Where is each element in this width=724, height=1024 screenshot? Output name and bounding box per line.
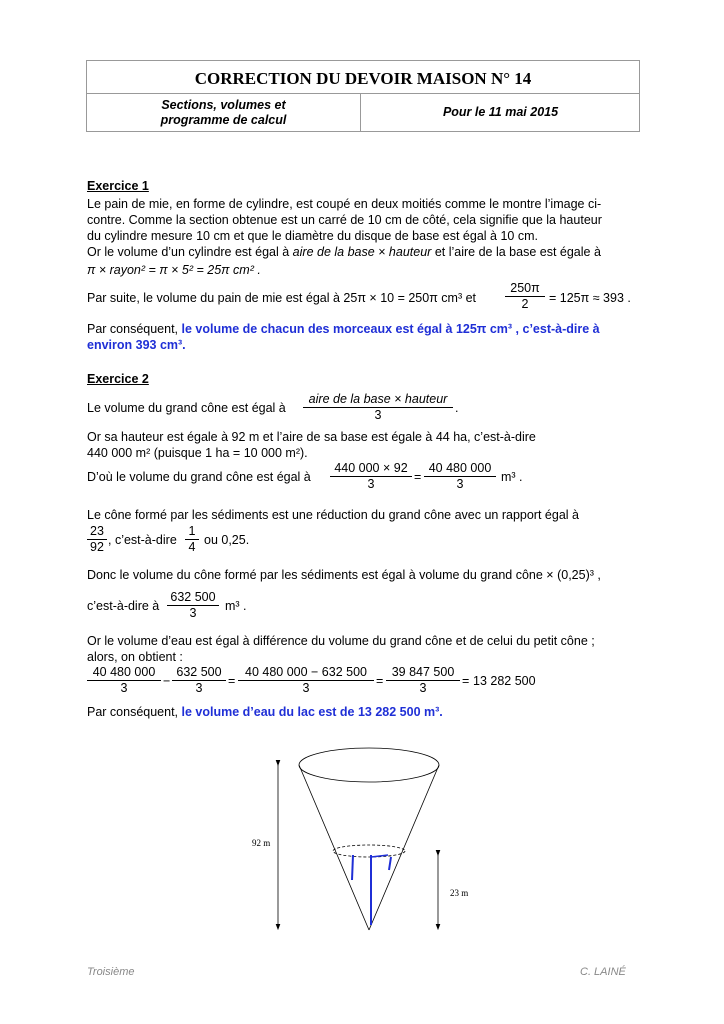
- cone-figure: [240, 735, 480, 945]
- ex2-big-volume-denominator-1: 3: [367, 477, 375, 491]
- ex2-quarter-denominator: 4: [188, 540, 196, 554]
- ex2-line-6b: ou 0,25.: [204, 533, 250, 547]
- ex2-small-cone-formula: volume du grand cône × (0,25)³ ,: [419, 568, 601, 582]
- ex2-calc-fraction-4: [386, 665, 460, 696]
- sediment-stroke-1: [352, 855, 353, 880]
- document-title: CORRECTION DU DEVOIR MAISON N° 14: [87, 61, 639, 94]
- ex1-line-6a: Par suite, le volume du pain de mie est égal à: [87, 291, 340, 305]
- ex2-big-volume-fraction-2: [424, 461, 496, 492]
- ex1-line-6: [87, 290, 476, 306]
- ex2-calc-result: 13 282 500: [473, 674, 536, 688]
- label-23m: 23 m: [450, 888, 469, 898]
- ex2-ratio-numerator: 23: [87, 524, 107, 540]
- ex2-ratio-denominator: 92: [90, 540, 104, 554]
- ex2-quarter-fraction: [185, 524, 199, 555]
- ex2-big-volume-numerator-1: 440 000 × 92: [330, 461, 412, 477]
- ex2-calc-fraction-2: [172, 665, 226, 696]
- ex2-calc-denominator-2: 3: [195, 681, 203, 695]
- ex2-calc-fraction-3: [238, 665, 374, 696]
- ex2-calc-numerator-4: 39 847 500: [386, 665, 460, 681]
- ex2-calc-numerator-2: 632 500: [172, 665, 226, 681]
- ex2-calc-fraction-1: [87, 665, 161, 696]
- ex2-line-9: Or le volume d’eau est égal à différence du volume du grand cône et de celui du petit cône ;: [87, 634, 595, 648]
- ex2-big-volume-fraction-1: [330, 461, 412, 492]
- ex1-line-1: Le pain de mie, en forme de cylindre, est coupé en deux moitiés comme le montre l’image ci-: [87, 197, 602, 211]
- ex1-half-numerator: 250π: [505, 281, 545, 297]
- header-box: [86, 60, 640, 132]
- ex1-conclusion-line-2: environ 393 cm³.: [87, 338, 186, 352]
- ex2-big-volume-numerator-2: 40 480 000: [424, 461, 496, 477]
- ex2-cone-formula-fraction: [303, 392, 453, 423]
- ex2-big-volume-denominator-2: 3: [456, 477, 464, 491]
- ex2-line-7: [87, 567, 601, 583]
- ex2-line-3: 440 000 m² (puisque 1 ha = 10 000 m²).: [87, 446, 308, 460]
- ex2-ratio-fraction: [87, 524, 107, 555]
- cone-top-ellipse: [299, 748, 439, 782]
- ex1-conclusion-highlight: le volume de chacun des morceaux est égal à 125π cm³ , c’est-à-dire à: [181, 322, 600, 336]
- ex2-small-volume-numerator: 632 500: [167, 590, 219, 606]
- ex2-line-6a: , c’est-à-dire: [108, 533, 177, 547]
- ex2-quarter-numerator: 1: [185, 524, 199, 540]
- footer-level: Troisième: [87, 966, 135, 978]
- ex2-cone-formula-numerator: aire de la base × hauteur: [303, 392, 453, 408]
- ex2-calc-denominator-4: 3: [419, 681, 427, 695]
- ex2-small-volume-unit: m³ .: [225, 599, 247, 613]
- ex2-calc-equals-2: =: [376, 674, 384, 688]
- subject-cell: [87, 94, 361, 131]
- ex2-line-10: alors, on obtient :: [87, 650, 183, 664]
- ex2-calc-numerator-3: 40 480 000 − 632 500: [238, 665, 374, 681]
- ex1-volume-formula: 25π × 10 = 250π cm³: [343, 291, 463, 305]
- ex1-line-2: contre. Comme la section obtenue est un carré de 10 cm de côté, cela signifie que la hauteur: [87, 213, 602, 227]
- ex2-line-1: Le volume du grand cône est égal à: [87, 401, 286, 415]
- ex2-line-8: c’est-à-dire à: [87, 599, 160, 613]
- sediment-stroke-4: [389, 857, 391, 870]
- ex2-conclusion-intro: Par conséquent,: [87, 705, 179, 719]
- ex2-calc-denominator-3: 3: [302, 681, 310, 695]
- ex1-half-fraction: [505, 281, 545, 312]
- ex1-half-denominator: 2: [521, 297, 529, 311]
- subject-line-1: Sections, volumes et: [161, 98, 286, 112]
- ex2-calc-minus: −: [163, 674, 171, 688]
- sediment-ellipse: [333, 845, 405, 857]
- ex2-line-7a: Donc le volume du cône formé par les sédiments est égal à: [87, 568, 416, 582]
- ex2-small-volume-fraction: [167, 590, 219, 621]
- ex1-half-result: = 125π ≈ 393 .: [549, 291, 631, 305]
- ex1-base-area-formula: π × rayon² = π × 5² = 25π cm² .: [87, 263, 261, 277]
- ex1-conclusion: [87, 321, 600, 337]
- ex1-line-4a: Or le volume d’un cylindre est égal à: [87, 245, 290, 259]
- ex2-small-volume-denominator: 3: [189, 606, 197, 620]
- ex2-line-4: D’où le volume du grand cône est égal à: [87, 470, 311, 484]
- ex2-conclusion: [87, 704, 443, 720]
- due-date: Pour le 11 mai 2015: [442, 105, 559, 119]
- cone-left-side: [299, 765, 369, 930]
- ex2-cone-formula-denominator: 3: [374, 408, 382, 422]
- ex2-line-1-dot: .: [455, 401, 459, 415]
- ex2-line-5: Le cône formé par les sédiments est une réduction du grand cône avec un rapport égal à: [87, 508, 579, 522]
- ex1-line-4b: et l’aire de la base est égale à: [434, 245, 601, 259]
- label-92m: 92 m: [252, 838, 271, 848]
- ex2-calc-equals-3: =: [462, 674, 470, 688]
- ex2-equals-1: =: [414, 470, 422, 484]
- ex1-formula-cylinder: aire de la base × hauteur: [292, 245, 432, 259]
- ex1-line-6b: et: [465, 291, 477, 305]
- ex1-line-4: [87, 244, 601, 260]
- footer-author: C. LAINÉ: [580, 966, 626, 978]
- ex2-big-volume-unit: m³ .: [501, 470, 523, 484]
- ex1-line-3: du cylindre mesure 10 cm et que le diamètre du disque de base est égal à 10 cm.: [87, 229, 538, 243]
- ex2-line-2: Or sa hauteur est égale à 92 m et l’aire de sa base est égale à 44 ha, c’est-à-dire: [87, 430, 536, 444]
- exercise-2-heading: Exercice 2: [87, 372, 149, 386]
- ex2-calc-numerator-1: 40 480 000: [87, 665, 161, 681]
- ex1-conclusion-intro: Par conséquent,: [87, 322, 179, 336]
- subject-line-2: programme de calcul: [160, 113, 287, 127]
- cone-right-side: [369, 765, 439, 930]
- exercise-1-heading: Exercice 1: [87, 179, 149, 193]
- ex2-calc-equals-1: =: [228, 674, 236, 688]
- ex2-calc-denominator-1: 3: [120, 681, 128, 695]
- ex2-conclusion-highlight: le volume d’eau du lac est de 13 282 500 m³.: [181, 705, 443, 719]
